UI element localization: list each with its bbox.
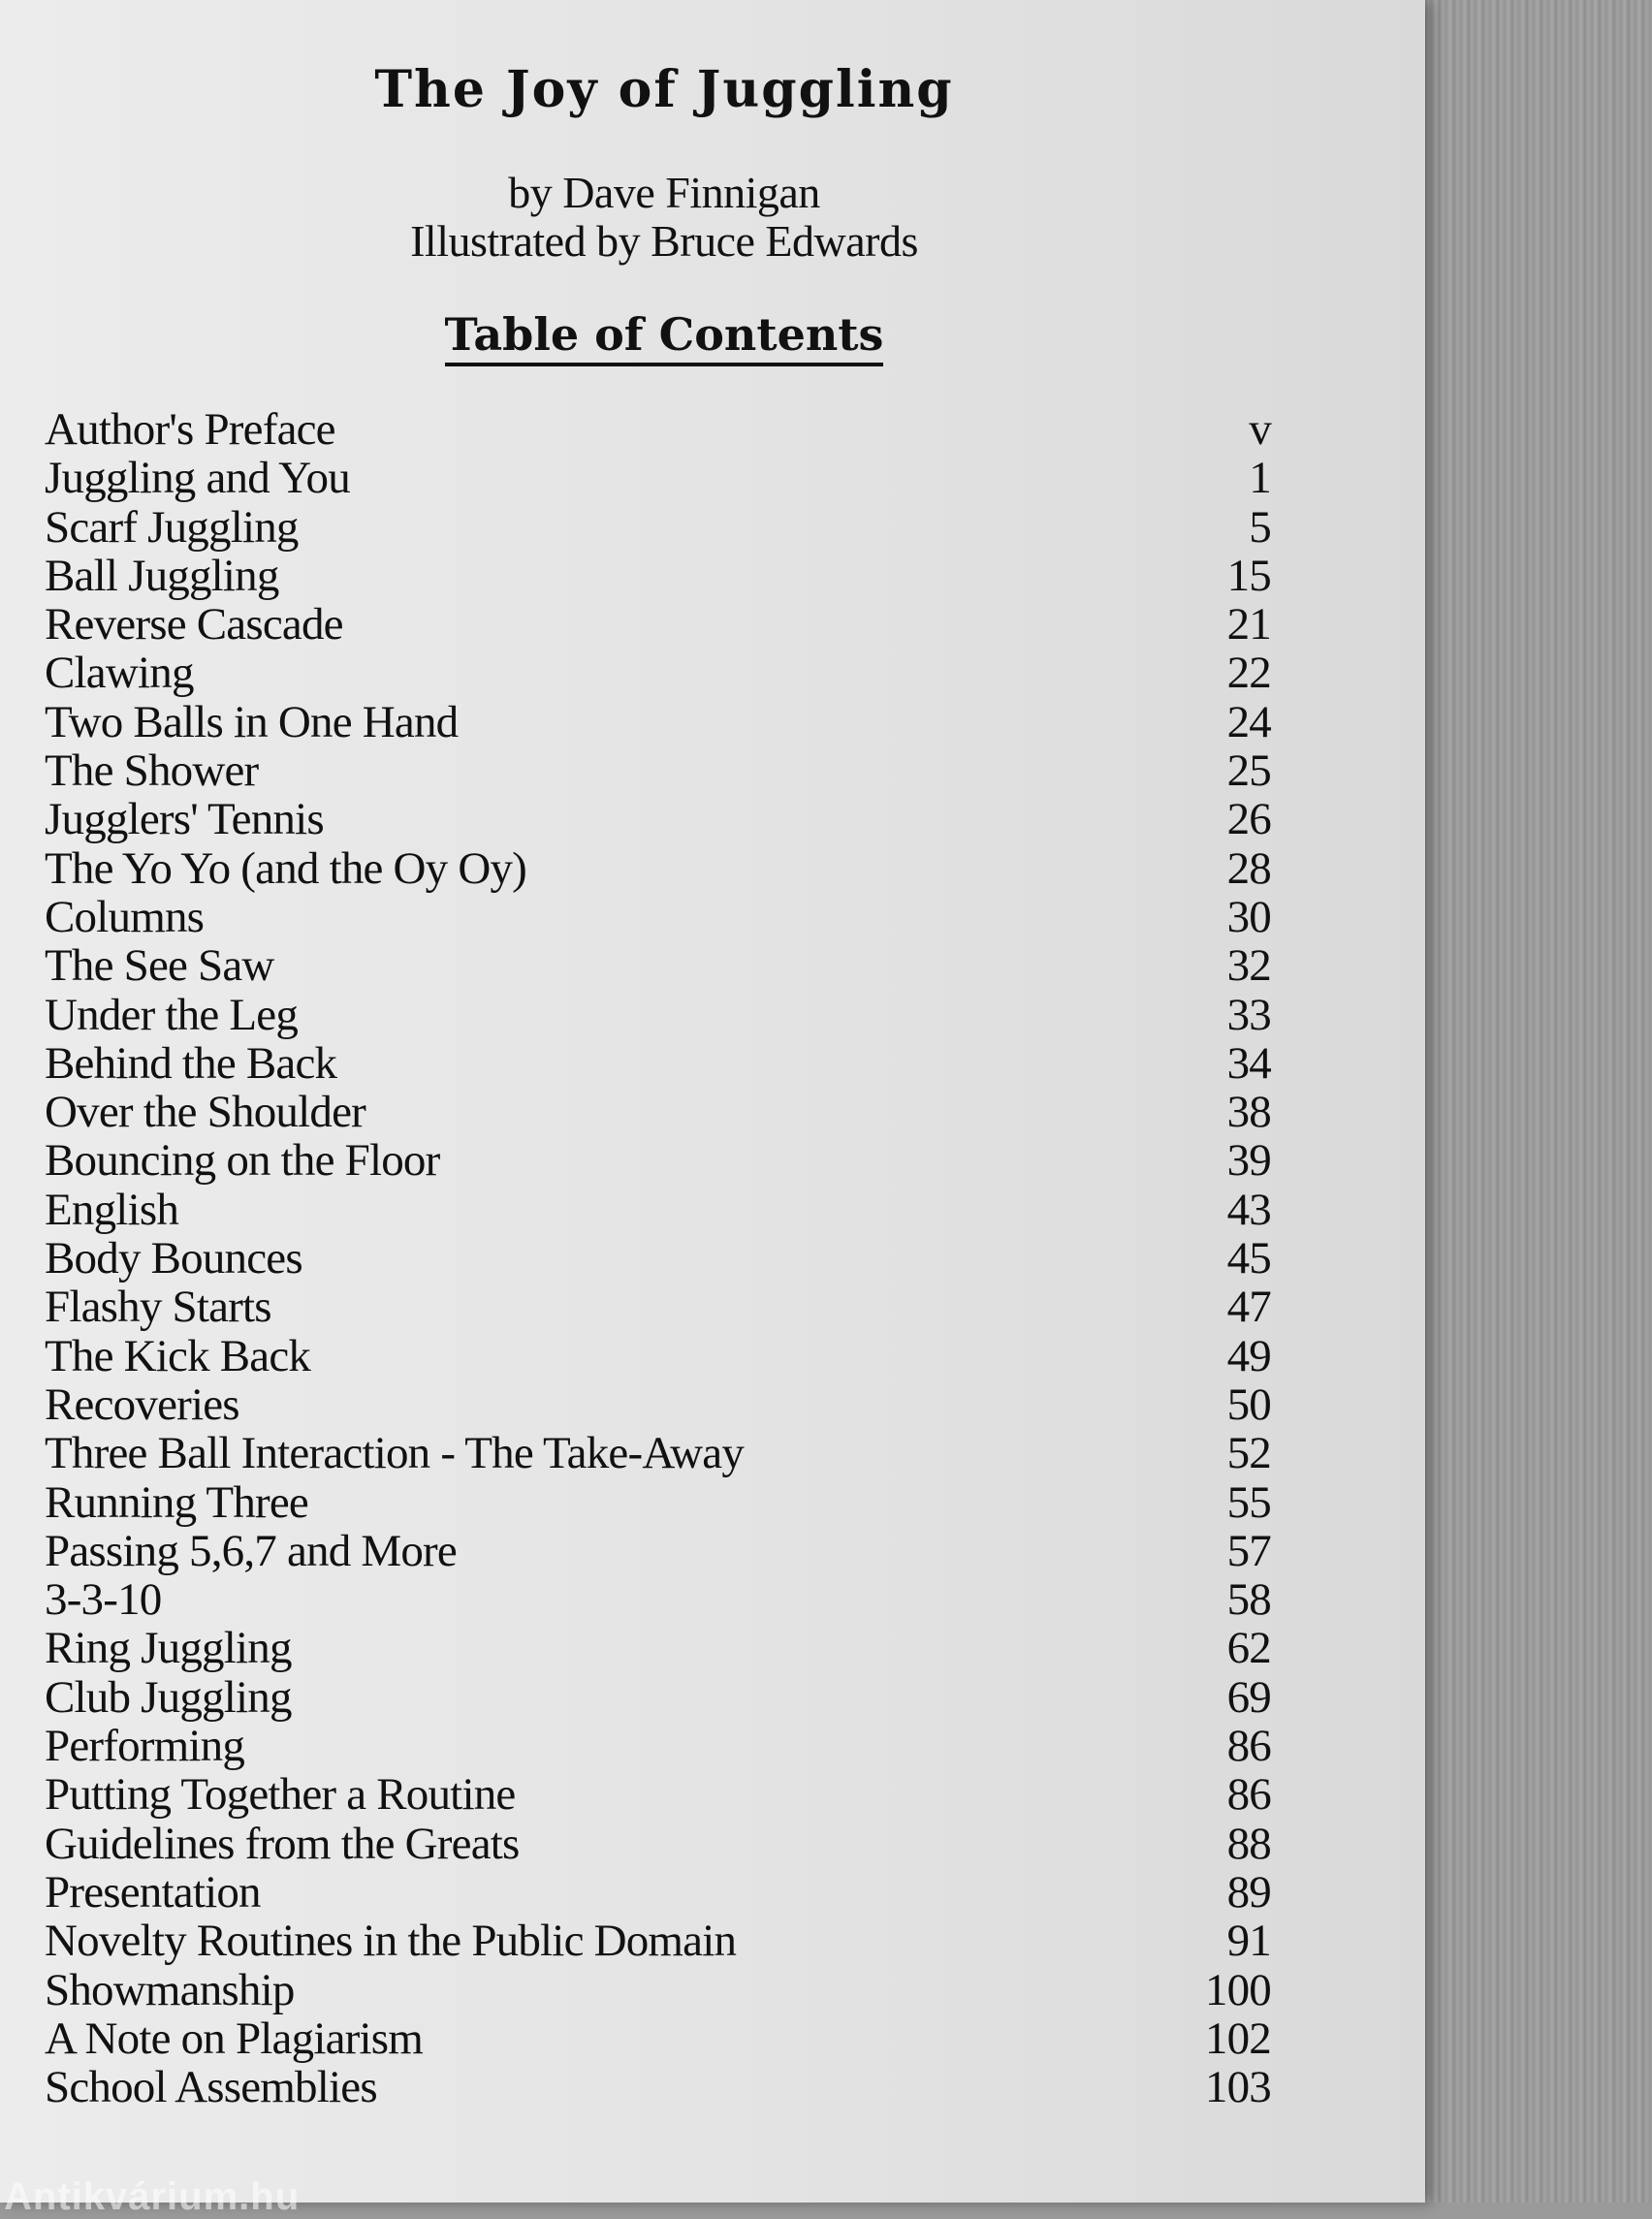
toc-entry-title: Body Bounces <box>45 1233 302 1284</box>
toc-entry-page: 38 <box>1226 1087 1271 1138</box>
toc-entry-title: Columns <box>45 891 205 942</box>
toc-entry <box>45 1380 1271 1429</box>
toc-entry <box>45 1186 1271 1234</box>
table-of-contents <box>45 405 1271 2111</box>
toc-entry-title: Clawing <box>45 648 194 699</box>
toc-entry-page: 30 <box>1226 891 1271 942</box>
toc-entry <box>45 552 1271 600</box>
toc-entry-page: 39 <box>1226 1135 1271 1187</box>
toc-entry <box>45 2063 1271 2111</box>
toc-entry-page: 55 <box>1226 1476 1271 1528</box>
toc-entry-title: School Assemblies <box>45 2062 377 2113</box>
toc-entry-title: Performing <box>45 1721 245 1772</box>
toc-entry-title: Club Juggling <box>45 1671 292 1723</box>
toc-entry-title: Two Balls in One Hand <box>45 696 459 747</box>
toc-entry-title: Three Ball Interaction - The Take-Away <box>45 1428 745 1479</box>
toc-entry <box>45 649 1271 697</box>
toc-entry-title: The Kick Back <box>45 1330 311 1381</box>
toc-entry-page: 89 <box>1226 1866 1271 1918</box>
toc-entry <box>45 503 1271 552</box>
toc-entry-page: 52 <box>1226 1428 1271 1479</box>
toc-entry-title: A Note on Plagiarism <box>45 2013 423 2064</box>
toc-entry-page: 100 <box>1204 1964 1271 2015</box>
toc-entry-title: The Shower <box>45 745 259 797</box>
toc-entry-page: 69 <box>1226 1671 1271 1723</box>
illustrator-line: Illustrated by Bruce Edwards <box>410 216 918 266</box>
toc-entry-page: 50 <box>1226 1379 1271 1430</box>
toc-entry-page: 57 <box>1226 1525 1271 1576</box>
book-title: The Joy of Juggling <box>374 60 954 119</box>
toc-entry <box>45 746 1271 795</box>
toc-entry-title: Under the Leg <box>45 989 299 1040</box>
toc-entry <box>45 1722 1271 1770</box>
watermark: Antikvárium.hu <box>4 2175 301 2218</box>
toc-entry <box>45 1088 1271 1136</box>
toc-entry <box>45 698 1271 746</box>
toc-entry-page: 28 <box>1226 842 1271 894</box>
toc-entry-title: Novelty Routines in the Public Domain <box>45 1916 737 1967</box>
toc-entry-title: Presentation <box>45 1866 261 1918</box>
toc-entry-page: 103 <box>1204 2062 1271 2113</box>
toc-entry-title: Reverse Cascade <box>45 599 343 650</box>
toc-entry-page: 5 <box>1249 501 1271 553</box>
toc-entry-page: 58 <box>1226 1574 1271 1626</box>
toc-entry-title: Author's Preface <box>45 404 335 455</box>
toc-entry-title: Flashy Starts <box>45 1282 271 1333</box>
toc-entry <box>45 844 1271 893</box>
toc-entry-page: 24 <box>1226 696 1271 747</box>
toc-entry-page: 33 <box>1226 989 1271 1040</box>
toc-entry-title: The See Saw <box>45 940 274 992</box>
toc-entry-page: 45 <box>1226 1233 1271 1284</box>
toc-entry-title: Over the Shoulder <box>45 1087 365 1138</box>
toc-entry <box>45 1868 1271 1917</box>
toc-entry-page: 1 <box>1249 453 1271 504</box>
toc-entry-page: 32 <box>1226 940 1271 992</box>
toc-entry-title: Juggling and You <box>45 453 350 504</box>
toc-entry-page: 91 <box>1226 1916 1271 1967</box>
toc-entry-title: Putting Together a Routine <box>45 1769 516 1821</box>
toc-entry-page: 26 <box>1226 794 1271 845</box>
toc-heading-text: Table of Contents <box>445 308 884 366</box>
toc-entry <box>45 1478 1271 1527</box>
toc-entry <box>45 1624 1271 1672</box>
toc-entry-title: Running Three <box>45 1476 308 1528</box>
toc-entry-title: Bouncing on the Floor <box>45 1135 440 1187</box>
toc-entry-page: 88 <box>1226 1818 1271 1869</box>
toc-entry-title: The Yo Yo (and the Oy Oy) <box>45 842 527 894</box>
toc-entry-title: English <box>45 1184 179 1235</box>
toc-entry-page: 34 <box>1226 1037 1271 1089</box>
toc-entry-page: 86 <box>1226 1721 1271 1772</box>
toc-entry <box>45 1917 1271 1965</box>
toc-entry-title: Scarf Juggling <box>45 501 299 553</box>
toc-entry-title: Recoveries <box>45 1379 239 1430</box>
toc-entry <box>45 893 1271 941</box>
toc-entry <box>45 1966 1271 2014</box>
toc-entry-page: 62 <box>1226 1623 1271 1674</box>
toc-entry-page: 22 <box>1226 648 1271 699</box>
toc-entry-page: v <box>1249 404 1271 455</box>
toc-entry <box>45 1575 1271 1624</box>
toc-entry <box>45 405 1271 454</box>
toc-entry <box>45 1332 1271 1380</box>
toc-entry-page: 102 <box>1204 2013 1271 2064</box>
toc-entry <box>45 2014 1271 2063</box>
toc-entry-title: Guidelines from the Greats <box>45 1818 520 1869</box>
toc-entry <box>45 1234 1271 1283</box>
toc-entry-page: 43 <box>1226 1184 1271 1235</box>
toc-heading <box>0 308 1328 361</box>
toc-entry-page: 25 <box>1226 745 1271 797</box>
toc-entry-page: 86 <box>1226 1769 1271 1821</box>
toc-entry <box>45 1136 1271 1185</box>
toc-entry-title: 3-3-10 <box>45 1574 162 1626</box>
toc-entry-page: 49 <box>1226 1330 1271 1381</box>
toc-entry <box>45 1429 1271 1477</box>
toc-entry <box>45 941 1271 990</box>
toc-entry-page: 15 <box>1226 550 1271 601</box>
toc-entry-page: 47 <box>1226 1282 1271 1333</box>
author-line: by Dave Finnigan <box>508 168 820 217</box>
toc-entry <box>45 991 1271 1039</box>
toc-entry <box>45 1820 1271 1868</box>
toc-entry-title: Jugglers' Tennis <box>45 794 324 845</box>
toc-entry <box>45 1039 1271 1088</box>
toc-entry-title: Ring Juggling <box>45 1623 292 1674</box>
toc-entry-title: Showmanship <box>45 1964 295 2015</box>
toc-entry <box>45 795 1271 843</box>
toc-entry <box>45 1770 1271 1819</box>
toc-entry-page: 21 <box>1226 599 1271 650</box>
toc-entry-title: Behind the Back <box>45 1037 337 1089</box>
toc-entry <box>45 1527 1271 1575</box>
toc-entry <box>45 1283 1271 1331</box>
toc-entry <box>45 454 1271 502</box>
toc-entry <box>45 1673 1271 1722</box>
toc-entry-title: Passing 5,6,7 and More <box>45 1525 457 1576</box>
toc-entry-title: Ball Juggling <box>45 550 279 601</box>
toc-entry <box>45 600 1271 649</box>
